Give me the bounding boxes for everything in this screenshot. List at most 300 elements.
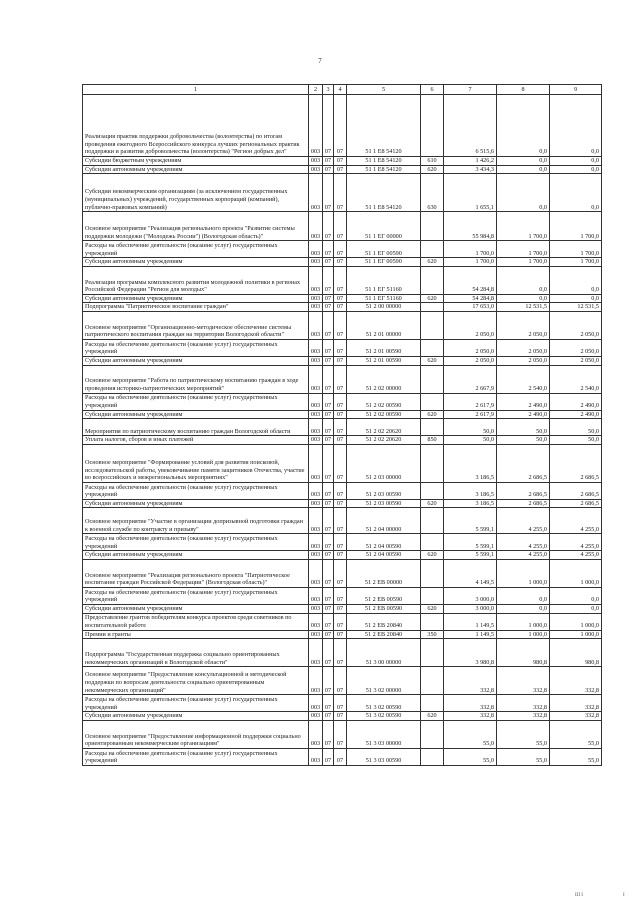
section-code: 07 [323, 311, 334, 339]
section-code: 07 [323, 436, 334, 445]
amount-year-2: 4 255,0 [497, 534, 550, 551]
expense-type-code: 630 [421, 174, 444, 212]
expense-type-code [421, 241, 444, 258]
admin-code: 003 [309, 695, 323, 712]
amount-year-3: 2 050,0 [550, 356, 602, 365]
amount-year-3: 1 700,0 [550, 241, 602, 258]
amount-year-1: 2 050,0 [444, 339, 497, 356]
target-article-code: 51 3 02 00590 [347, 712, 421, 721]
amount-year-1: 332,8 [444, 712, 497, 721]
admin-code: 003 [309, 587, 323, 604]
amount-year-1: 2 667,9 [444, 365, 497, 393]
admin-code: 003 [309, 419, 323, 436]
amount-year-1: 54 284,8 [444, 294, 497, 303]
amount-year-1: 5 599,1 [444, 534, 497, 551]
expense-type-code [421, 559, 444, 587]
row-name: Субсидии автономным учреждениям [83, 551, 309, 560]
amount-year-3: 0,0 [550, 174, 602, 212]
subsection-code: 07 [334, 174, 347, 212]
subsection-code: 07 [334, 356, 347, 365]
column-header: 8 [497, 85, 550, 95]
section-code: 07 [323, 559, 334, 587]
row-name: Расходы на обеспечение деятельности (оказание услуг) государственных учреждений [83, 587, 309, 604]
target-article-code: 51 2 01 00590 [347, 339, 421, 356]
table-row [83, 356, 602, 365]
table-row [83, 639, 602, 667]
target-article-code: 51 2 02 20620 [347, 419, 421, 436]
target-article-code: 51 1 ЕГ 00590 [347, 241, 421, 258]
target-article-code: 51 1 E8 54120 [347, 165, 421, 174]
admin-code: 003 [309, 604, 323, 613]
table-row [83, 444, 602, 482]
amount-year-1: 3 186,5 [444, 499, 497, 508]
target-article-code: 51 2 EB 20840 [347, 613, 421, 630]
table-row [83, 559, 602, 587]
amount-year-2: 4 255,0 [497, 551, 550, 560]
target-article-code: 51 1 E8 54120 [347, 157, 421, 166]
expense-type-code: 350 [421, 630, 444, 639]
row-name: Субсидии автономным учреждениям [83, 294, 309, 303]
amount-year-3: 0,0 [550, 266, 602, 294]
budget-table [82, 84, 602, 766]
section-code: 07 [323, 534, 334, 551]
amount-year-1: 1 700,0 [444, 241, 497, 258]
subsection-code: 07 [334, 241, 347, 258]
admin-code: 003 [309, 393, 323, 410]
admin-code: 003 [309, 165, 323, 174]
amount-year-2: 2 490,0 [497, 410, 550, 419]
amount-year-2: 50,0 [497, 419, 550, 436]
subsection-code: 07 [334, 419, 347, 436]
table-row [83, 410, 602, 419]
expense-type-code [421, 339, 444, 356]
section-code: 07 [323, 241, 334, 258]
target-article-code: 51 2 EB 00590 [347, 604, 421, 613]
amount-year-3: 55,0 [550, 720, 602, 748]
table-row [83, 551, 602, 560]
amount-year-2: 1 000,0 [497, 559, 550, 587]
section-code: 07 [323, 748, 334, 765]
amount-year-3: 0,0 [550, 95, 602, 157]
expense-type-code [421, 639, 444, 667]
amount-year-1: 3 186,5 [444, 482, 497, 499]
expense-type-code [421, 508, 444, 534]
amount-year-2: 2 686,5 [497, 444, 550, 482]
row-name: Субсидии автономным учреждениям [83, 712, 309, 721]
table-row [83, 499, 602, 508]
column-header: 9 [550, 85, 602, 95]
table-row [83, 695, 602, 712]
expense-type-code [421, 303, 444, 312]
target-article-code: 51 1 E8 54120 [347, 95, 421, 157]
row-name: Основное мероприятие "Реализация регионального проекта "Патриотическое воспитание граждан Российской Федерации" (Вологодская область)" [83, 559, 309, 587]
admin-code: 003 [309, 365, 323, 393]
row-name: Основное мероприятие "Предоставление информационной поддержки социально ориентированным некоммерческим организациям" [83, 720, 309, 748]
section-code: 07 [323, 444, 334, 482]
subsection-code: 07 [334, 499, 347, 508]
row-name: Субсидии автономным учреждениям [83, 410, 309, 419]
section-code: 07 [323, 499, 334, 508]
page-number: 7 [318, 57, 322, 65]
amount-year-1: 1 655,1 [444, 174, 497, 212]
amount-year-3: 1 700,0 [550, 212, 602, 241]
subsection-code: 07 [334, 695, 347, 712]
expense-type-code: 620 [421, 410, 444, 419]
table-row [83, 436, 602, 445]
footer-tick: I [623, 893, 625, 898]
expense-type-code: 620 [421, 551, 444, 560]
amount-year-2: 332,8 [497, 712, 550, 721]
amount-year-3: 332,8 [550, 695, 602, 712]
amount-year-1: 4 149,5 [444, 559, 497, 587]
target-article-code: 51 3 03 00590 [347, 748, 421, 765]
subsection-code: 07 [334, 258, 347, 267]
amount-year-1: 2 617,9 [444, 393, 497, 410]
amount-year-2: 0,0 [497, 95, 550, 157]
amount-year-1: 1 149,5 [444, 630, 497, 639]
expense-type-code: 620 [421, 499, 444, 508]
amount-year-1: 1 700,0 [444, 258, 497, 267]
amount-year-2: 50,0 [497, 436, 550, 445]
table-row [83, 266, 602, 294]
amount-year-2: 2 050,0 [497, 356, 550, 365]
amount-year-1: 5 599,1 [444, 508, 497, 534]
expense-type-code [421, 720, 444, 748]
section-code: 07 [323, 667, 334, 695]
target-article-code: 51 2 EB 00590 [347, 587, 421, 604]
amount-year-3: 332,8 [550, 712, 602, 721]
column-header: 5 [347, 85, 421, 95]
section-code: 07 [323, 410, 334, 419]
amount-year-3: 0,0 [550, 604, 602, 613]
section-code: 07 [323, 212, 334, 241]
expense-type-code [421, 419, 444, 436]
subsection-code: 07 [334, 294, 347, 303]
amount-year-3: 1 000,0 [550, 613, 602, 630]
table-row [83, 258, 602, 267]
target-article-code: 51 1 ЕГ 00000 [347, 212, 421, 241]
section-code: 07 [323, 258, 334, 267]
row-name: Субсидии бюджетным учреждениям [83, 157, 309, 166]
section-code: 07 [323, 356, 334, 365]
admin-code: 003 [309, 266, 323, 294]
row-name: Субсидии автономным учреждениям [83, 165, 309, 174]
subsection-code: 07 [334, 393, 347, 410]
table-row [83, 613, 602, 630]
target-article-code: 51 3 02 00000 [347, 667, 421, 695]
amount-year-2: 1 000,0 [497, 630, 550, 639]
amount-year-1: 50,0 [444, 436, 497, 445]
header-row [83, 85, 602, 95]
row-name: Основное мероприятие "Участие в организации допризывной подготовки граждан к военной службе по контракту и призыву" [83, 508, 309, 534]
amount-year-1: 55,0 [444, 720, 497, 748]
expense-type-code [421, 667, 444, 695]
admin-code: 003 [309, 258, 323, 267]
admin-code: 003 [309, 410, 323, 419]
expense-type-code: 850 [421, 436, 444, 445]
admin-code: 003 [309, 294, 323, 303]
footer-mark: III I [575, 893, 583, 898]
subsection-code: 07 [334, 712, 347, 721]
subsection-code: 07 [334, 587, 347, 604]
table-row [83, 419, 602, 436]
amount-year-2: 0,0 [497, 157, 550, 166]
column-header: 1 [83, 85, 309, 95]
target-article-code: 51 2 EB 00000 [347, 559, 421, 587]
section-code: 07 [323, 712, 334, 721]
admin-code: 003 [309, 551, 323, 560]
subsection-code: 07 [334, 339, 347, 356]
admin-code: 003 [309, 303, 323, 312]
admin-code: 003 [309, 639, 323, 667]
table-row [83, 720, 602, 748]
row-name: Основное мероприятие "Реализация регионального проекта "Развитие системы поддержки молодежи ("Молодежь России") (Вологодская область)" [83, 212, 309, 241]
row-name: Расходы на обеспечение деятельности (оказание услуг) государственных учреждений [83, 393, 309, 410]
target-article-code: 51 2 03 00590 [347, 499, 421, 508]
target-article-code: 51 2 03 00000 [347, 444, 421, 482]
section-code: 07 [323, 508, 334, 534]
amount-year-2: 0,0 [497, 174, 550, 212]
section-code: 07 [323, 157, 334, 166]
target-article-code: 51 3 03 00000 [347, 720, 421, 748]
amount-year-1: 1 426,2 [444, 157, 497, 166]
table-row [83, 667, 602, 695]
amount-year-2: 0,0 [497, 266, 550, 294]
amount-year-2: 0,0 [497, 294, 550, 303]
amount-year-3: 50,0 [550, 436, 602, 445]
admin-code: 003 [309, 508, 323, 534]
amount-year-3: 4 255,0 [550, 534, 602, 551]
subsection-code: 07 [334, 534, 347, 551]
target-article-code: 51 1 ЕГ 51160 [347, 266, 421, 294]
admin-code: 003 [309, 667, 323, 695]
target-article-code: 51 2 02 00590 [347, 393, 421, 410]
row-name: Субсидии автономным учреждениям [83, 499, 309, 508]
amount-year-3: 980,8 [550, 639, 602, 667]
amount-year-1: 6 515,6 [444, 95, 497, 157]
admin-code: 003 [309, 559, 323, 587]
subsection-code: 07 [334, 630, 347, 639]
amount-year-3: 12 531,5 [550, 303, 602, 312]
amount-year-1: 50,0 [444, 419, 497, 436]
admin-code: 003 [309, 613, 323, 630]
expense-type-code: 610 [421, 157, 444, 166]
admin-code: 003 [309, 356, 323, 365]
target-article-code: 51 2 02 00590 [347, 410, 421, 419]
table-row [83, 303, 602, 312]
row-name: Подпрограмма "Государственная поддержка социально ориентированных некоммерческих организаций в Вологодской области" [83, 639, 309, 667]
row-name: Расходы на обеспечение деятельности (оказание услуг) государственных учреждений [83, 748, 309, 765]
expense-type-code [421, 695, 444, 712]
amount-year-2: 12 531,5 [497, 303, 550, 312]
amount-year-1: 2 050,0 [444, 356, 497, 365]
amount-year-1: 3 434,3 [444, 165, 497, 174]
amount-year-3: 1 000,0 [550, 559, 602, 587]
section-code: 07 [323, 266, 334, 294]
target-article-code: 51 3 00 00000 [347, 639, 421, 667]
amount-year-1: 332,8 [444, 695, 497, 712]
section-code: 07 [323, 482, 334, 499]
amount-year-3: 332,8 [550, 667, 602, 695]
row-name: Мероприятия по патриотическому воспитанию граждан Вологодской области [83, 419, 309, 436]
admin-code: 003 [309, 241, 323, 258]
expense-type-code: 620 [421, 604, 444, 613]
section-code: 07 [323, 393, 334, 410]
table-row [83, 95, 602, 157]
amount-year-2: 980,8 [497, 639, 550, 667]
amount-year-3: 0,0 [550, 165, 602, 174]
expense-type-code [421, 613, 444, 630]
row-name: Предоставление грантов победителям конкурса проектов среди советников по воспитательной работе [83, 613, 309, 630]
subsection-code: 07 [334, 311, 347, 339]
row-name: Уплата налогов, сборов и иных платежей [83, 436, 309, 445]
amount-year-2: 0,0 [497, 165, 550, 174]
section-code: 07 [323, 551, 334, 560]
column-header: 2 [309, 85, 323, 95]
subsection-code: 07 [334, 559, 347, 587]
expense-type-code [421, 482, 444, 499]
amount-year-2: 1 700,0 [497, 241, 550, 258]
amount-year-1: 55 984,8 [444, 212, 497, 241]
amount-year-3: 2 540,0 [550, 365, 602, 393]
amount-year-3: 2 686,5 [550, 499, 602, 508]
amount-year-1: 17 653,0 [444, 303, 497, 312]
admin-code: 003 [309, 95, 323, 157]
column-header: 7 [444, 85, 497, 95]
admin-code: 003 [309, 436, 323, 445]
amount-year-3: 2 686,5 [550, 482, 602, 499]
expense-type-code [421, 311, 444, 339]
section-code: 07 [323, 303, 334, 312]
section-code: 07 [323, 587, 334, 604]
admin-code: 003 [309, 712, 323, 721]
amount-year-2: 2 490,0 [497, 393, 550, 410]
row-name: Расходы на обеспечение деятельности (оказание услуг) государственных учреждений [83, 534, 309, 551]
table-row [83, 241, 602, 258]
subsection-code: 07 [334, 667, 347, 695]
row-name: Субсидии автономным учреждениям [83, 356, 309, 365]
amount-year-2: 0,0 [497, 587, 550, 604]
amount-year-1: 55,0 [444, 748, 497, 765]
admin-code: 003 [309, 174, 323, 212]
table-row [83, 482, 602, 499]
subsection-code: 07 [334, 165, 347, 174]
section-code: 07 [323, 720, 334, 748]
amount-year-1: 5 599,1 [444, 551, 497, 560]
amount-year-2: 332,8 [497, 695, 550, 712]
row-name: Подпрограмма "Патриотическое воспитание граждан" [83, 303, 309, 312]
amount-year-1: 3 980,8 [444, 639, 497, 667]
amount-year-2: 55,0 [497, 748, 550, 765]
table-row [83, 294, 602, 303]
row-name: Основное мероприятие "Формирование условий для развития поисковой, исследовательской работы, увековечивание памяти защитников Отечества, участие во всероссийских и межрегиональных мероприятиях" [83, 444, 309, 482]
section-code: 07 [323, 419, 334, 436]
target-article-code: 51 2 01 00000 [347, 311, 421, 339]
target-article-code: 51 2 02 20620 [347, 436, 421, 445]
section-code: 07 [323, 639, 334, 667]
expense-type-code [421, 534, 444, 551]
table-row [83, 212, 602, 241]
column-header: 4 [334, 85, 347, 95]
table-row [83, 534, 602, 551]
column-header: 6 [421, 85, 444, 95]
amount-year-2: 2 540,0 [497, 365, 550, 393]
subsection-code: 07 [334, 551, 347, 560]
expense-type-code: 620 [421, 165, 444, 174]
expense-type-code: 620 [421, 712, 444, 721]
amount-year-2: 1 000,0 [497, 613, 550, 630]
admin-code: 003 [309, 630, 323, 639]
amount-year-1: 3 000,0 [444, 587, 497, 604]
row-name: Реализация программы комплексного развития молодежной политики в регионах Российской Федерации "Регион для молодых" [83, 266, 309, 294]
section-code: 07 [323, 95, 334, 157]
amount-year-2: 2 686,5 [497, 499, 550, 508]
amount-year-3: 50,0 [550, 419, 602, 436]
amount-year-2: 4 255,0 [497, 508, 550, 534]
row-name: Основное мероприятие "Работа по патриотическому воспитанию граждан в ходе проведения историко-патриотических мероприятий" [83, 365, 309, 393]
column-header: 3 [323, 85, 334, 95]
amount-year-2: 55,0 [497, 720, 550, 748]
admin-code: 003 [309, 748, 323, 765]
section-code: 07 [323, 613, 334, 630]
target-article-code: 51 3 02 00590 [347, 695, 421, 712]
subsection-code: 07 [334, 95, 347, 157]
target-article-code: 51 2 EB 20840 [347, 630, 421, 639]
table-row [83, 393, 602, 410]
section-code: 07 [323, 630, 334, 639]
target-article-code: 51 2 04 00590 [347, 534, 421, 551]
section-code: 07 [323, 604, 334, 613]
target-article-code: 51 1 ЕГ 51160 [347, 294, 421, 303]
section-code: 07 [323, 294, 334, 303]
admin-code: 003 [309, 212, 323, 241]
amount-year-3: 4 255,0 [550, 551, 602, 560]
admin-code: 003 [309, 720, 323, 748]
expense-type-code [421, 266, 444, 294]
amount-year-1: 3 186,5 [444, 444, 497, 482]
row-name: Субсидии автономным учреждениям [83, 258, 309, 267]
target-article-code: 51 2 02 00000 [347, 365, 421, 393]
subsection-code: 07 [334, 410, 347, 419]
row-name: Расходы на обеспечение деятельности (оказание услуг) государственных учреждений [83, 339, 309, 356]
admin-code: 003 [309, 534, 323, 551]
amount-year-3: 4 255,0 [550, 508, 602, 534]
target-article-code: 51 1 E8 54120 [347, 174, 421, 212]
subsection-code: 07 [334, 266, 347, 294]
expense-type-code [421, 393, 444, 410]
row-name: Премии и гранты [83, 630, 309, 639]
amount-year-3: 2 050,0 [550, 311, 602, 339]
target-article-code: 51 1 ЕГ 00590 [347, 258, 421, 267]
amount-year-1: 3 000,0 [444, 604, 497, 613]
amount-year-3: 1 700,0 [550, 258, 602, 267]
target-article-code: 51 2 03 00590 [347, 482, 421, 499]
admin-code: 003 [309, 482, 323, 499]
target-article-code: 51 2 04 00000 [347, 508, 421, 534]
row-name: Субсидии автономным учреждениям [83, 604, 309, 613]
subsection-code: 07 [334, 508, 347, 534]
admin-code: 003 [309, 499, 323, 508]
table-row [83, 174, 602, 212]
amount-year-2: 2 686,5 [497, 482, 550, 499]
section-code: 07 [323, 695, 334, 712]
amount-year-3: 2 050,0 [550, 339, 602, 356]
amount-year-2: 2 050,0 [497, 311, 550, 339]
amount-year-1: 2 050,0 [444, 311, 497, 339]
expense-type-code [421, 365, 444, 393]
amount-year-3: 2 686,5 [550, 444, 602, 482]
row-name: Реализация практик поддержки добровольчества (волонтерства) по итогам проведения ежегодного Всероссийского конкурса лучших региональных практик поддержки и развития добровольчества (волонтерства) "Регион добрых дел" [83, 95, 309, 157]
